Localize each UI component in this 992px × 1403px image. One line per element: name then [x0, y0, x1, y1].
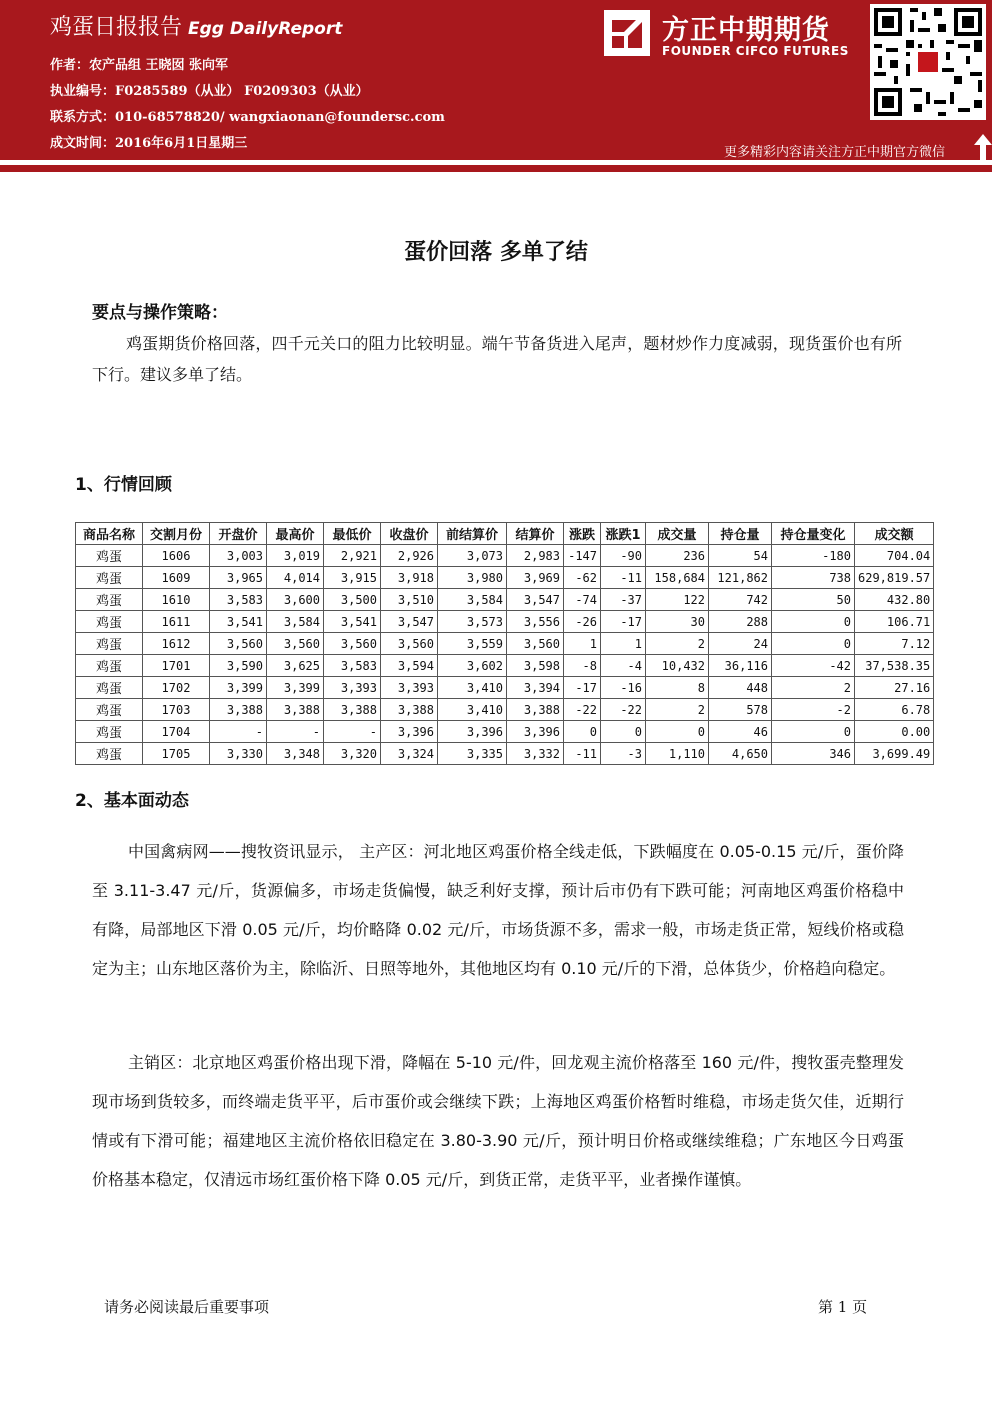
author-line: 作者：农产品组 王晓囡 张向军: [50, 58, 229, 73]
table-header-cell: 持仓量变化: [772, 523, 855, 545]
table-cell: 鸡蛋: [76, 743, 143, 765]
table-row: [76, 677, 934, 699]
table-cell: 鸡蛋: [76, 677, 143, 699]
table-cell: 3,699.49: [855, 743, 934, 765]
table-cell: 鸡蛋: [76, 545, 143, 567]
table-cell: 1606: [143, 545, 210, 567]
table-cell: 2: [646, 633, 709, 655]
table-cell: 3,559: [438, 633, 507, 655]
table-cell: 1612: [143, 633, 210, 655]
table-cell: 0: [646, 721, 709, 743]
table-cell: 3,560: [507, 633, 564, 655]
table-cell: 2,926: [381, 545, 438, 567]
table-cell: 3,396: [438, 721, 507, 743]
contact-line: 联系方式：010-68578820/ wangxiaonan@foundersc.com: [50, 110, 445, 125]
page-title: 蛋价回落 多单了结: [404, 240, 588, 265]
table-cell: 1701: [143, 655, 210, 677]
table-cell: 3,399: [267, 677, 324, 699]
table-cell: 1610: [143, 589, 210, 611]
table-cell: 3,600: [267, 589, 324, 611]
table-cell: 2,983: [507, 545, 564, 567]
table-cell: 3,625: [267, 655, 324, 677]
table-cell: 3,396: [507, 721, 564, 743]
table-cell: 46: [709, 721, 772, 743]
table-cell: 3,583: [324, 655, 381, 677]
table-cell: 1704: [143, 721, 210, 743]
table-cell: 3,393: [381, 677, 438, 699]
logo-text-en: FOUNDER CIFCO FUTURES: [662, 44, 849, 58]
table-cell: 3,560: [210, 633, 267, 655]
table-cell: 3,590: [210, 655, 267, 677]
table-cell: 3,388: [267, 699, 324, 721]
table-cell: 106.71: [855, 611, 934, 633]
table-cell: 54: [709, 545, 772, 567]
table-cell: 3,073: [438, 545, 507, 567]
table-cell: 3,598: [507, 655, 564, 677]
table-cell: 3,393: [324, 677, 381, 699]
table-cell: 0: [564, 721, 601, 743]
table-cell: 346: [772, 743, 855, 765]
table-cell: 鸡蛋: [76, 611, 143, 633]
table-cell: 3,330: [210, 743, 267, 765]
table-cell: 鸡蛋: [76, 655, 143, 677]
section2-heading: 2、基本面动态: [75, 791, 189, 811]
table-cell: 3,980: [438, 567, 507, 589]
table-cell: -180: [772, 545, 855, 567]
table-cell: 704.04: [855, 545, 934, 567]
table-cell: -62: [564, 567, 601, 589]
table-cell: 448: [709, 677, 772, 699]
table-cell: 6.78: [855, 699, 934, 721]
table-cell: 3,335: [438, 743, 507, 765]
table-cell: 0: [772, 721, 855, 743]
table-cell: -2: [772, 699, 855, 721]
table-cell: 629,819.57: [855, 567, 934, 589]
table-cell: -11: [564, 743, 601, 765]
table-cell: 3,594: [381, 655, 438, 677]
license-line: 执业编号：F0285589（从业） F0209303（从业）: [50, 84, 369, 99]
table-cell: 1: [564, 633, 601, 655]
table-cell: 122: [646, 589, 709, 611]
table-cell: 3,556: [507, 611, 564, 633]
table-cell: -22: [564, 699, 601, 721]
table-cell: 742: [709, 589, 772, 611]
table-cell: 3,320: [324, 743, 381, 765]
table-cell: -17: [601, 611, 646, 633]
table-cell: 1611: [143, 611, 210, 633]
table-cell: 2: [646, 699, 709, 721]
section1-heading: 1、行情回顾: [75, 475, 172, 495]
table-header-cell: 商品名称: [76, 523, 143, 545]
table-header-cell: 开盘价: [210, 523, 267, 545]
table-cell: 3,348: [267, 743, 324, 765]
table-row: [76, 589, 934, 611]
table-cell: 236: [646, 545, 709, 567]
header-divider: [0, 165, 992, 172]
table-cell: 3,583: [210, 589, 267, 611]
report-title-en: Egg DailyReport: [188, 19, 343, 39]
table-cell: 37,538.35: [855, 655, 934, 677]
table-cell: -17: [564, 677, 601, 699]
table-cell: 3,965: [210, 567, 267, 589]
table-cell: 3,410: [438, 699, 507, 721]
table-cell: 3,388: [324, 699, 381, 721]
table-cell: 3,324: [381, 743, 438, 765]
table-cell: -11: [601, 567, 646, 589]
table-cell: 3,602: [438, 655, 507, 677]
table-cell: 3,396: [381, 721, 438, 743]
table-cell: 鸡蛋: [76, 699, 143, 721]
table-cell: 3,547: [507, 589, 564, 611]
table-cell: 3,560: [324, 633, 381, 655]
table-cell: 2,921: [324, 545, 381, 567]
fundamentals-para-2: 主销区：北京地区鸡蛋价格出现下滑，降幅在 5-10 元/件，回龙观主流价格落至 160 元/件，搜牧蛋壳整理发现市场到货较多，而终端走货平平，后市蛋价或会继续下跌；上海地区鸡蛋价格暂时维稳，市场走货欠佳，近期行情或有下滑可能；福建地区主流价格依旧稳定在 3.80-3.90 元/斤，预计明日价格或继续维稳；广东地区今日鸡蛋价格基本稳定，仅清远市场红蛋价格下降 0.05 元/斤，到货正常，走货平平，业者操作谨慎。: [92, 1053, 904, 1189]
table-cell: 0: [772, 633, 855, 655]
table-cell: 158,684: [646, 567, 709, 589]
table-cell: 121,862: [709, 567, 772, 589]
table-cell: 3,560: [267, 633, 324, 655]
table-cell: 30: [646, 611, 709, 633]
page-number: 第 1 页: [818, 1298, 868, 1316]
table-cell: 4,014: [267, 567, 324, 589]
table-header-cell: 最低价: [324, 523, 381, 545]
table-cell: 1,110: [646, 743, 709, 765]
table-cell: 3,573: [438, 611, 507, 633]
table-cell: 2: [772, 677, 855, 699]
table-header-cell: 收盘价: [381, 523, 438, 545]
footer-notice: 请务必阅读最后重要事项: [104, 1298, 270, 1316]
table-cell: 3,541: [324, 611, 381, 633]
table-cell: 0: [772, 611, 855, 633]
summary-text: 鸡蛋期货价格回落，四千元关口的阻力比较明显。端午节备货进入尾声，题材炒作力度减弱，现货蛋价也有所下行。建议多单了结。: [92, 334, 902, 384]
table-row: [76, 655, 934, 677]
table-cell: 3,410: [438, 677, 507, 699]
table-row: [76, 721, 934, 743]
table-cell: 3,584: [438, 589, 507, 611]
table-cell: -: [324, 721, 381, 743]
founder-logo-icon: [604, 10, 650, 56]
table-cell: 3,560: [381, 633, 438, 655]
table-cell: 1: [601, 633, 646, 655]
company-logo: [604, 6, 854, 66]
table-cell: 鸡蛋: [76, 633, 143, 655]
table-body: [76, 545, 934, 765]
table-cell: 3,510: [381, 589, 438, 611]
report-title-cn: 鸡蛋日报报告: [50, 15, 183, 40]
table-cell: 3,019: [267, 545, 324, 567]
table-cell: 鸡蛋: [76, 589, 143, 611]
table-cell: 3,394: [507, 677, 564, 699]
report-title: [50, 10, 342, 41]
table-cell: 432.80: [855, 589, 934, 611]
table-cell: 3,918: [381, 567, 438, 589]
summary-heading: 要点与操作策略：: [92, 303, 228, 323]
table-cell: -: [267, 721, 324, 743]
table-cell: 50: [772, 589, 855, 611]
table-header-cell: 结算价: [507, 523, 564, 545]
table-cell: -16: [601, 677, 646, 699]
table-row: [76, 633, 934, 655]
table-cell: 3,388: [381, 699, 438, 721]
table-cell: -8: [564, 655, 601, 677]
table-cell: 3,541: [210, 611, 267, 633]
table-header-cell: 最高价: [267, 523, 324, 545]
table-cell: 1705: [143, 743, 210, 765]
table-cell: 24: [709, 633, 772, 655]
table-cell: 27.16: [855, 677, 934, 699]
table-cell: 3,399: [210, 677, 267, 699]
table-cell: 3,547: [381, 611, 438, 633]
table-cell: 鸡蛋: [76, 721, 143, 743]
table-cell: 鸡蛋: [76, 567, 143, 589]
logo-text-cn: 方正中期期货: [662, 15, 830, 46]
market-table: [75, 522, 934, 765]
date-line: 成文时间：2016年6月1日星期三: [50, 136, 248, 151]
table-cell: 3,388: [210, 699, 267, 721]
up-arrow-icon: [974, 134, 992, 160]
wechat-note: 更多精彩内容请关注方正中期官方微信: [724, 145, 946, 160]
table-cell: 3,915: [324, 567, 381, 589]
table-cell: 3,003: [210, 545, 267, 567]
table-cell: -90: [601, 545, 646, 567]
table-cell: 8: [646, 677, 709, 699]
table-header-cell: 持仓量: [709, 523, 772, 545]
table-row: [76, 545, 934, 567]
table-cell: 4,650: [709, 743, 772, 765]
table-header-cell: 交割月份: [143, 523, 210, 545]
table-cell: -26: [564, 611, 601, 633]
table-cell: -42: [772, 655, 855, 677]
table-cell: -: [210, 721, 267, 743]
table-cell: 3,584: [267, 611, 324, 633]
table-cell: -37: [601, 589, 646, 611]
table-header-cell: 成交量: [646, 523, 709, 545]
table-cell: 0.00: [855, 721, 934, 743]
table-cell: 738: [772, 567, 855, 589]
table-row: [76, 567, 934, 589]
table-cell: 3,388: [507, 699, 564, 721]
table-cell: 578: [709, 699, 772, 721]
table-cell: 288: [709, 611, 772, 633]
table-cell: -4: [601, 655, 646, 677]
table-header-cell: 涨跌1: [601, 523, 646, 545]
table-cell: 1609: [143, 567, 210, 589]
fundamentals-para-1: 中国禽病网——搜牧资讯显示， 主产区：河北地区鸡蛋价格全线走低，下跌幅度在 0.05-0.15 元/斤，蛋价降至 3.11-3.47 元/斤，货源偏多，市场走货偏慢，缺乏利好支撑，预计后市仍有下跌可能；河南地区鸡蛋价格稳中有降，局部地区下滑 0.05 元/斤，均价略降 0.02 元/斤，市场货源不多，需求一般，市场走货正常，短线价格或稳定为主；山东地区落价为主，除临沂、日照等地外，其他地区均有 0.10 元/斤的下滑，总体货少，价格趋向稳定。: [92, 842, 904, 978]
table-row: [76, 743, 934, 765]
table-cell: 3,969: [507, 567, 564, 589]
table-header-row: [76, 523, 934, 545]
table-row: [76, 699, 934, 721]
table-cell: -147: [564, 545, 601, 567]
table-header-cell: 前结算价: [438, 523, 507, 545]
table-cell: 3,332: [507, 743, 564, 765]
table-header-cell: 涨跌: [564, 523, 601, 545]
report-header: [0, 0, 992, 160]
table-cell: -22: [601, 699, 646, 721]
table-cell: 36,116: [709, 655, 772, 677]
table-cell: 3,500: [324, 589, 381, 611]
table-header-cell: 成交额: [855, 523, 934, 545]
table-cell: 7.12: [855, 633, 934, 655]
table-cell: 1703: [143, 699, 210, 721]
table-cell: 0: [601, 721, 646, 743]
table-cell: 10,432: [646, 655, 709, 677]
table-cell: -3: [601, 743, 646, 765]
table-cell: -74: [564, 589, 601, 611]
wechat-qr-code-icon: [870, 4, 986, 120]
table-row: [76, 611, 934, 633]
table-cell: 1702: [143, 677, 210, 699]
